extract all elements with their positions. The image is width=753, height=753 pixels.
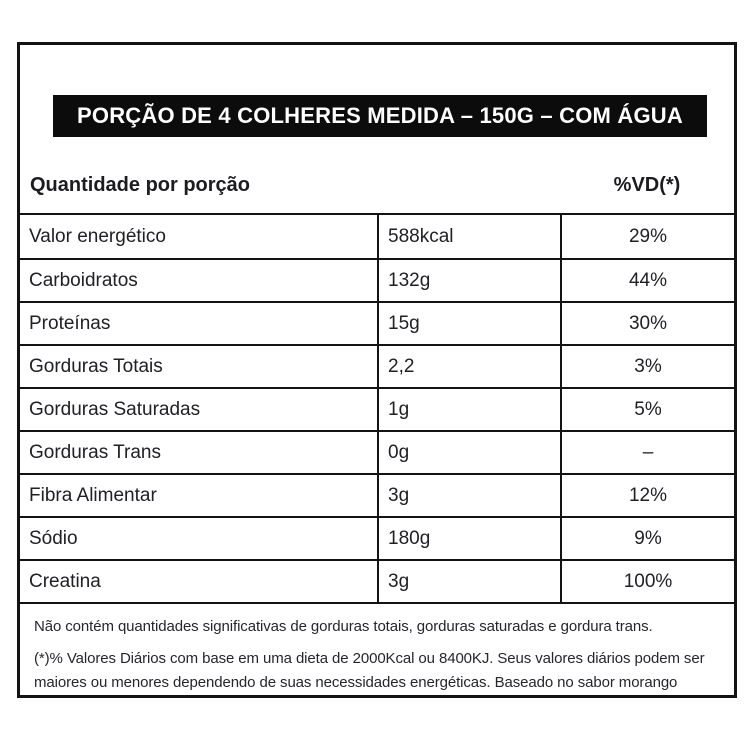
nutrient-daily-value-cell: 100% [560, 561, 734, 602]
nutrition-table [20, 213, 734, 604]
no-significant-amounts-note: Não contém quantidades significativas de gorduras totais, gorduras saturadas e gordura trans. [34, 618, 653, 635]
nutrient-name-cell: Gorduras Totais [29, 355, 163, 377]
nutrient-amount-cell: 132g [377, 260, 560, 301]
nutrient-name-cell: Valor energético [29, 225, 166, 247]
nutrient-name-cell: Proteínas [29, 312, 111, 334]
nutrient-name-cell: Creatina [29, 570, 101, 592]
nutrient-amount-cell: 1g [377, 389, 560, 430]
nutrient-name-cell: Carboidratos [29, 269, 138, 291]
nutrient-name-cell: Gorduras Trans [29, 441, 161, 463]
daily-value-percent-label: %VD(*) [613, 173, 681, 196]
daily-values-explanation-note: (*)% Valores Diários com base em uma dieta de 2000Kcal ou 8400KJ. Seus valores diários podem ser maiores ou menores dependendo de suas necessidades energéticas. Baseado no sabor morango [34, 650, 705, 691]
nutrient-daily-value-cell: 29% [560, 215, 734, 258]
nutrition-label-frame [17, 42, 737, 698]
table-row [20, 473, 734, 516]
nutrient-amount-cell: 3g [377, 475, 560, 516]
table-row [20, 344, 734, 387]
table-header-row [20, 157, 734, 213]
table-row [20, 387, 734, 430]
nutrient-daily-value-cell: 44% [560, 260, 734, 301]
quantity-per-serving-label: Quantidade por porção [30, 173, 251, 196]
nutrient-daily-value-cell: 3% [560, 346, 734, 387]
nutrient-daily-value-cell: 9% [560, 518, 734, 559]
footnotes [34, 615, 724, 694]
nutrient-amount-cell: 180g [377, 518, 560, 559]
nutrient-amount-cell: 0g [377, 432, 560, 473]
nutrient-daily-value-cell: 5% [560, 389, 734, 430]
nutrient-daily-value-cell: 30% [560, 303, 734, 344]
nutrient-daily-value-cell: 12% [560, 475, 734, 516]
nutrient-name-cell: Gorduras Saturadas [29, 398, 201, 420]
table-row [20, 215, 734, 258]
nutrient-amount-cell: 15g [377, 303, 560, 344]
table-row [20, 258, 734, 301]
nutrient-amount-cell: 3g [377, 561, 560, 602]
table-row [20, 430, 734, 473]
table-row [20, 301, 734, 344]
nutrient-name-cell: Fibra Alimentar [29, 484, 157, 506]
nutrient-daily-value-cell: – [560, 432, 734, 473]
nutrient-amount-cell: 588kcal [377, 215, 560, 258]
table-row [20, 559, 734, 602]
serving-title-bar: PORÇÃO DE 4 COLHERES MEDIDA – 150G – COM ÁGUA [53, 95, 707, 137]
nutrient-name-cell: Sódio [29, 527, 78, 549]
nutrient-amount-cell: 2,2 [377, 346, 560, 387]
table-row [20, 516, 734, 559]
